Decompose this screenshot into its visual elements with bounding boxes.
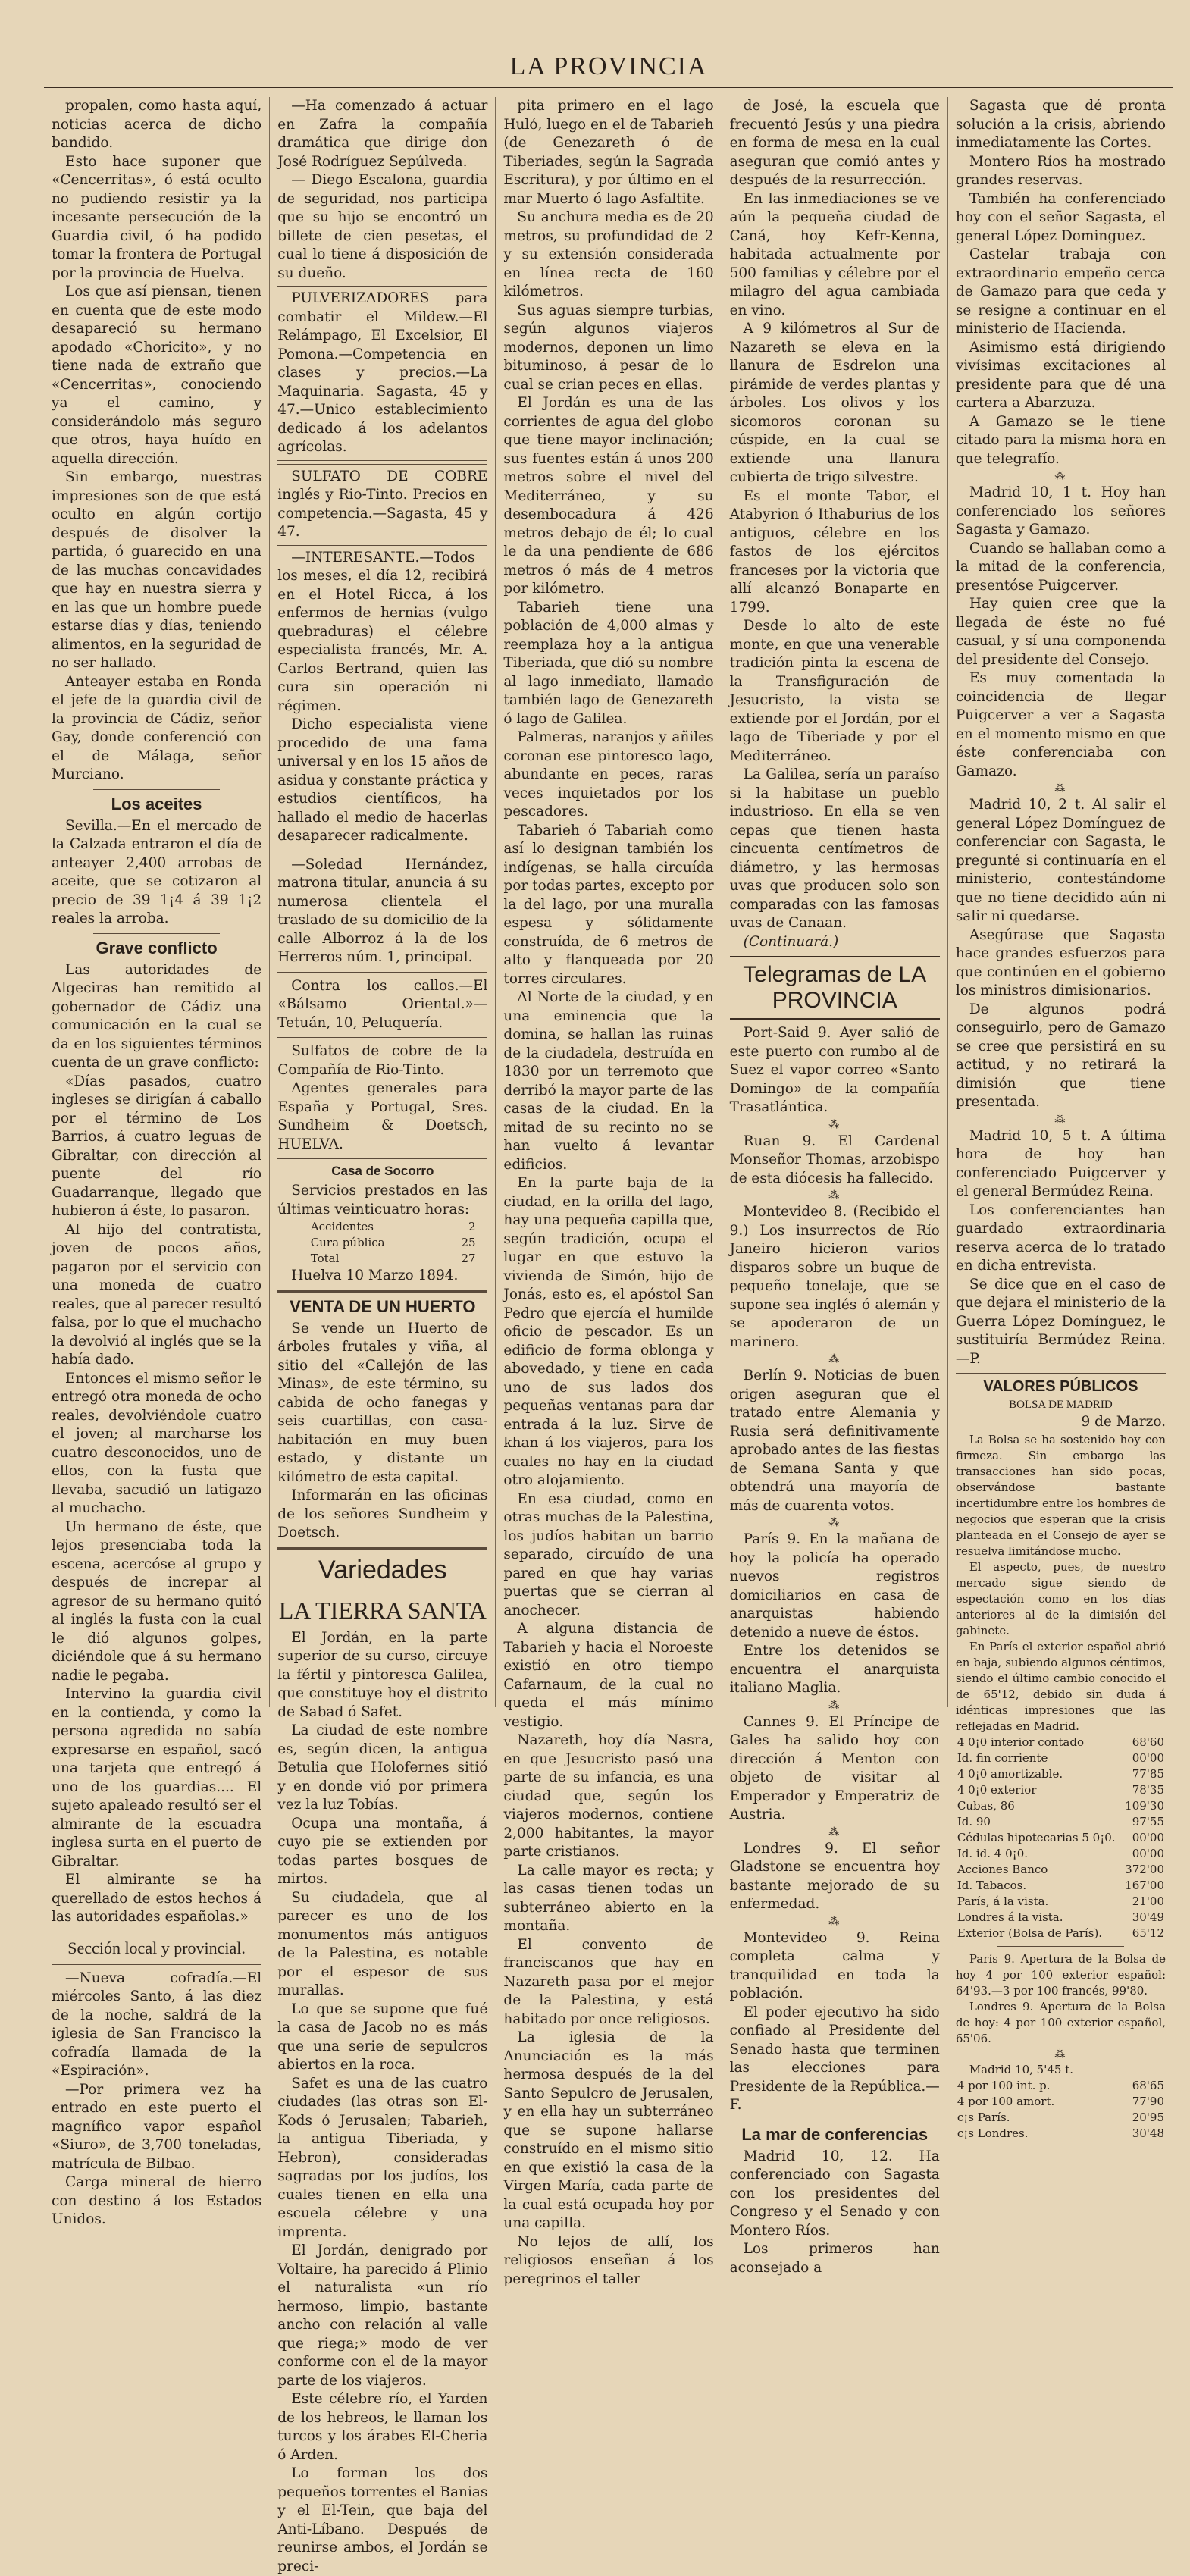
paragraph: Palmeras, naranjos y añiles coronan ese pintoresco lago, abundante en peces, raras veces inquietados por los pescadores.	[503, 729, 714, 819]
heading-aceites: Los aceites	[111, 794, 202, 813]
paragraph: Sevilla.—En el mercado de la Calzada entraron el día de anteayer 2,400 arrobas de aceite, que se cotizaron al precio de 39 1¡4 á 39 1¡2 reales la arroba.	[52, 817, 262, 926]
heading-mar-conferencias: La mar de conferencias	[741, 2124, 929, 2144]
heading-telegramas: Telegramas de LA PROVINCIA	[730, 956, 940, 1020]
table-row	[956, 1782, 1166, 1798]
huerto-text: Informarán en las oficinas de los señores Sundheim y Doetsch.	[277, 1487, 488, 1540]
rate-label: Cédulas hipotecarias 5 0¡0.	[957, 1830, 1116, 1844]
table-row	[956, 1878, 1166, 1894]
telegram: Port-Said 9. Ayer salió de este puerto con rumbo al de Suez el vapor correo «Santo Domingo» de la compañía Trasatlántica.	[729, 1025, 940, 1115]
table-row	[956, 2126, 1166, 2142]
paragraph: Tabarieh ó Tabariah como así lo designan también los indígenas, se halla circuída por todas partes, excepto por la del lago, por una muralla espesa y sólidamente construída, de 6 metros de alto y flanqueada por 20 torres circulares.	[503, 822, 714, 987]
rate-label: Exterior (Bolsa de París).	[957, 1926, 1103, 1940]
heading-conflicto: Grave conflicto	[96, 938, 218, 957]
telegram: Entre los detenidos se encuentra el anarquista italiano Maglia.	[729, 1643, 940, 1696]
paragraph: Este célebre río, el Yarden de los hebreos, le llaman los turcos y los árabes El-Cheria ó Arden.	[277, 2391, 488, 2463]
continuara: (Continuará.)	[743, 933, 839, 950]
table-row	[956, 2078, 1166, 2094]
paragraph: También ha conferenciado hoy con el señor Sagasta, el general López Dominguez.	[955, 190, 1167, 244]
paragraph: Es el monte Tabor, el Atabyrion ó Ithaburius de los antiguos, célebre en los fastos de los ejércitos franceses por la victoria que allí alcanzó Bonaparte en 1799.	[729, 487, 940, 616]
paragraph: El convento de franciscanos que hay en Nazareth pasa por el mejor de la Palestina, y está habitado por once religiosos.	[503, 1936, 714, 2027]
telegram: Montevideo 9. Reina completa calma y tranquilidad en toda la población.	[729, 1929, 940, 2001]
paragraph: Intervino la guardia civil en la contienda, y como la persona agredida no sabía expresarse en español, sacó una tarjeta que entregó á uno de los guardias.... El sujeto apaleado resultó ser el almirante de la escuadra inglesa surta en el puerto de Gibraltar.	[52, 1686, 262, 1869]
divider	[997, 1946, 1123, 1947]
divider	[277, 972, 487, 973]
paragraph: Al Norte de la ciudad, y en una eminencia que la domina, se hallan las ruinas de la ciudadela, destruída en 1830 por un terremoto que derribó la mayor parte de las casas de la ciudad. En la mitad de su recinto no se han vuelto á levantar edificios.	[503, 989, 714, 1173]
columns	[44, 97, 1173, 2574]
rate-value: 20'95	[1132, 2110, 1165, 2124]
huerto-text: Se vende un Huerto de árboles frutales y viña, al sitio del «Callejón de las Minas», de este término, su cabida de ocho fanegas y seis cuartillas, con casa-habitación en muy buen estado, y distante un kilómetro de esta capital.	[277, 1320, 488, 1485]
rate-label: Cubas, 86	[957, 1798, 1015, 1813]
paragraph: pita primero en el lago Huló, luego en el de Tabarieh (de Genezareth ó de Tiberiades, según la Sagrada Escritura), y por último en el mar Muerto ó lago Asfaltite.	[503, 98, 714, 207]
table-row	[956, 1750, 1166, 1766]
stars-divider: ⁂	[828, 1517, 841, 1529]
paragraph: La ciudad de este nombre es, según dicen, la antigua Betulia que Holofernes sitió y en donde vió por primera vez la luz Tobías.	[277, 1722, 488, 1813]
divider	[277, 1290, 487, 1293]
paragraph: Cuando se hallaban como a la mitad de la conferencia, presentóse Puigcerver.	[955, 540, 1167, 594]
table-row	[956, 1830, 1166, 1846]
rates-table	[956, 1735, 1166, 1941]
table-row	[956, 1846, 1166, 1862]
paragraph: Asegúrase que Sagasta hace grandes esfuerzos para que continúen en el gobierno los ministros dimisionarios.	[955, 926, 1167, 998]
paragraph: La calle mayor es recta; y las casas tienen todas un subterráneo abierto en la montaña.	[503, 1862, 714, 1934]
rate-label: 4 por 100 int. p.	[957, 2078, 1051, 2092]
paragraph: Al hijo del contratista, joven de pocos años, pagaron por el servicio con una moneda de cuatro reales, que al parecer resultó falsa, por lo que el muchacho la devolvió al inglés que se la había dado.	[52, 1221, 262, 1368]
paragraph: El almirante se ha querellado de estos hechos á las autoridades españolas.»	[52, 1872, 262, 1925]
paragraph: Su anchura media es de 20 metros, su profundidad de 2 y su extensión considerada en línea recta de 160 kilómetros.	[503, 209, 714, 299]
paragraph: Madrid 10, 5 t. A última hora de hoy han conferenciado Puigcerver y el general Bermúdez Reina.	[955, 1127, 1167, 1199]
paragraph: Su ciudadela, que al parecer es uno de los monumentos más antiguos de la Palestina, es notable por el espesor de sus murallas.	[277, 1889, 488, 1998]
rate-value: 68'65	[1132, 2078, 1165, 2092]
paragraph: Ocupa una montaña, á cuyo pie se extienden por todas partes bosques de mirtos.	[277, 1815, 488, 1887]
telegram: Ruan 9. El Cardenal Monseñor Thomas, arzobispo de esta diócesis ha fallecido.	[729, 1133, 940, 1186]
paragraph: Se dice que en el caso de que dejara el ministerio de la Guerra López Domínguez, le sustituiría Bermúdez Reina.—P.	[955, 1276, 1167, 1367]
paragraph: —Por primera vez ha entrado en este puerto el magnífico vapor español «Siuro», de 3,700 toneladas, matrícula de Bilbao.	[52, 2081, 262, 2172]
telegram: Montevideo 8. (Recibido el 9.) Los insurrectos de Río Janeiro hicieron varios disparos sobre un buque de pequeño tonelaje, que se supone sea inglés ó alemán y se apoderaron de un marinero.	[729, 1204, 940, 1350]
column-3	[496, 97, 722, 2287]
heading-bolsa: BOLSA DE MADRID	[1009, 1399, 1113, 1411]
paragraph: Entonces el mismo señor le entregó otra moneda de ocho reales, devolviéndole cuatro el joven; al marcharse los cuatro desconocidos, uno de ellos, con la fusta que llevaba, sacudió un latigazo al muchacho.	[52, 1370, 262, 1516]
table-row	[956, 1862, 1166, 1878]
paragraph: Londres 9. Apertura de la Bolsa de hoy: 4 por 100 exterior español, 65'06.	[955, 1999, 1167, 2045]
paragraph: Lo forman los dos pequeños torrentes el Banias y el El-Tein, que baja del Anti-Líbano. Después de reunirse ambos, el Jordán se preci-	[277, 2465, 488, 2574]
rate-value: 77'85	[1132, 1766, 1165, 1781]
ad-text: Dicho especialista viene procedido de una fama universal y en los 15 años de asidua y constante práctica y estudios científicos, ha hallado el medio de hacerlas desaparecer radicalmente.	[277, 716, 488, 844]
table-row	[956, 1926, 1166, 1941]
paragraph: Hay quien cree que la llegada de éste no fué casual, y sí una componenda del presidente del Consejo.	[955, 596, 1167, 668]
stars-divider: ⁂	[828, 1189, 841, 1202]
paragraph: Sus aguas siempre turbias, según algunos viajeros modernos, deponen un limo bituminoso, á pesar de lo cual se crian peces en ellas.	[503, 302, 714, 393]
ad-sulfato	[277, 464, 487, 546]
paragraph: Esto hace suponer que «Cencerritas», ó está oculto no pudiendo resistir ya la incesante persecución de la Guardia civil, ó ha podido tomar la frontera de Portugal por la provincia de Huelva.	[52, 153, 262, 281]
table-row	[956, 1798, 1166, 1814]
rate-label: Id. fin corriente	[957, 1750, 1048, 1765]
paragraph: El aspecto, pues, de nuestro mercado sigue siendo de espectación como en los días anteriores al de la dimisión del gabinete.	[955, 1559, 1167, 1637]
socorro-intro: Servicios prestados en las últimas veinticuatro horas:	[277, 1183, 488, 1217]
paragraph: Madrid 10, 1 t. Hoy han conferenciado los señores Sagasta y Gamazo.	[955, 484, 1167, 537]
paragraph: El Jordán, denigrado por Voltaire, ha parecido á Plinio el naturalista «un río hermoso, limpio, bastante ancho con relación al valle que riega;» modo de ver conforme con el de la mayor parte de los viajeros.	[277, 2242, 488, 2389]
paragraph: Las autoridades de Algeciras han remitido al gobernador de Cádiz una comunicación en la cual se da en los siguientes términos cuenta de un grave conflicto:	[52, 961, 262, 1070]
table-row	[956, 1735, 1166, 1750]
telegram: Cannes 9. El Príncipe de Gales ha salido hoy con dirección á Menton con objeto de visitar al Emperador y Emperatriz de Austria.	[729, 1713, 940, 1822]
divider	[277, 1158, 487, 1159]
table-row	[956, 1894, 1166, 1910]
market-notes	[956, 1951, 1166, 2078]
paragraph: A alguna distancia de Tabarieh y hacia el Noroeste existió en otro tiempo Cafarnaum, de la cual no queda el más mínimo vestigio.	[503, 1621, 714, 1730]
rate-value: 30'49	[1132, 1910, 1165, 1924]
paragraph: A Gamazo se le tiene citado para la misma hora en que telegrafío.	[955, 413, 1167, 467]
rate-label: 4 0¡0 amortizable.	[957, 1766, 1063, 1781]
column-5	[948, 97, 1173, 2140]
column-2	[270, 97, 496, 2574]
ad-pulverizadores	[277, 286, 487, 461]
paragraph: Asimismo está dirigiendo vivísimas excitaciones al presidente para que dé una cartera a Abarzuza.	[955, 339, 1167, 411]
paragraph: Un hermano de éste, que lejos presenciaba toda la escena, acercóse al grupo y después de increpar al agresor de su hermano quitó al inglés la fusta con la cual le dió algunos golpes, diciéndole que á su hermano nadie le pegaba.	[52, 1518, 262, 1684]
rate-value: 78'35	[1132, 1782, 1165, 1797]
telegram: El poder ejecutivo ha sido confiado al Presidente del Senado hasta que terminen las elecciones para Presidente de la República.—F.	[729, 2004, 940, 2113]
heading-variedades: Variedades	[318, 1555, 447, 1584]
rate-label: Londres á la vista.	[957, 1910, 1063, 1924]
paragraph: En las inmediaciones se ve aún la pequeña ciudad de Caná, hoy Kefr-Kenna, habitada actualmente por 500 familias y célebre por el milagro del agua cambiada en vino.	[729, 190, 940, 318]
stars-divider: ⁂	[1054, 782, 1067, 794]
rates-table-madrid	[956, 2078, 1166, 2142]
rate-value: 68'60	[1132, 1735, 1165, 1749]
divider	[277, 1547, 487, 1550]
rate-value: 21'00	[1132, 1894, 1165, 1908]
paragraph: — Diego Escalona, guardia de seguridad, nos participa que su hijo se encontró un billete de cien pesetas, el cual lo tiene á disposición de su dueño.	[277, 172, 488, 281]
paragraph: El Jordán, en la parte superior de su curso, circuye la fértil y pintoresca Galilea, que constituye hoy el distrito de Sabad ó Safet.	[277, 1629, 488, 1720]
socorro-date: Huelva 10 Marzo 1894.	[291, 1268, 459, 1283]
heading-local: Sección local y provincial.	[67, 1938, 246, 1957]
stars-divider: ⁂	[828, 1915, 841, 1928]
paragraph: Es muy comentada la coincidencia de llegar Puigcerver a ver a Sagasta en el momento mismo en que éste conferenciaba con Gamazo.	[955, 670, 1167, 779]
paragraph: Anteayer estaba en Ronda el jefe de la guardia civil de la provincia de Cádiz, señor Gay, donde conferenció con el de Málaga, señor Murciano.	[52, 673, 262, 782]
table-row	[956, 1910, 1166, 1926]
paragraph: Tabarieh tiene una población de 4,000 almas y reemplaza hoy a la antigua Tiberiada, que dió su nombre al lago inmediato, llamado también lago de Genezareth ó lago de Galilea.	[503, 599, 714, 727]
rate-label: Acciones Banco	[957, 1862, 1048, 1876]
paragraph: Desde lo alto de este monte, en que una venerable tradición pinta la escena de la Transfiguración de Jesucristo, la vista se extiende por el Jordán, por el lago de Tiberiade y por el Mediterráneo.	[729, 618, 940, 764]
divider	[52, 1964, 261, 1965]
table-row	[956, 2094, 1166, 2110]
paragraph: Madrid 10, 12. Ha conferenciado con Sagasta con los presidentes del Congreso y el Senado y con Montero Ríos.	[729, 2148, 940, 2239]
heading-socorro: Casa de Socorro	[331, 1164, 434, 1178]
paragraph: Carga mineral de hierro con destino á los Estados Unidos.	[52, 2174, 262, 2227]
table-row: Accidentes 2	[310, 1220, 476, 1233]
divider	[93, 789, 219, 790]
paragraph: —Nueva cofradía.—El miércoles Santo, á las diez de la noche, saldrá de la iglesia de San Francisco la cofradía llamada de la «Espiración».	[52, 1970, 262, 2079]
stars-divider: ⁂	[1054, 470, 1067, 482]
rate-value: 109'30	[1125, 1798, 1165, 1813]
paragraph: Los primeros han aconsejado a	[729, 2241, 940, 2276]
paragraph: Montero Ríos ha mostrado grandes reservas.	[955, 153, 1167, 188]
rate-value: 30'48	[1132, 2126, 1165, 2140]
masthead: LA PROVINCIA	[509, 52, 708, 80]
stars-divider: ⁂	[828, 1825, 841, 1838]
heading-huerto: VENTA DE UN HUERTO	[290, 1296, 476, 1316]
rate-label: París, á la vista.	[957, 1894, 1049, 1908]
paragraph: Madrid 10, 5'45 t.	[969, 2062, 1073, 2076]
masthead-rule	[44, 87, 1173, 89]
ad-text: Contra los callos.—El «Bálsamo Oriental.»—Tetuán, 10, Peluquería.	[277, 977, 488, 1031]
ad-text: —Soledad Hernández, matrona titular, anuncia á su numerosa clientela el traslado de su domicilio de la calle Alborroz á la de los Herreros núm. 1, principal.	[277, 856, 488, 965]
heading-tierra-santa: LA TIERRA SANTA	[278, 1596, 487, 1624]
paragraph: París 9. Apertura de la Bolsa de hoy 4 por 100 exterior español: 64'93.—3 por 100 francés, 99'80.	[955, 1951, 1167, 1998]
ad-text: Agentes generales para España y Portugal, Sres. Sundheim & Doetsch, HUELVA.	[277, 1080, 488, 1152]
paragraph: Safet es una de las cuatro ciudades (las otras son El-Kods ó Jerusalen; Tabarieh, la antigua Tiberiada, y Hebron), consideradas sagradas por los judíos, los cuales tienen en ella una escuela célebre y una imprenta.	[277, 2075, 488, 2240]
paragraph: El Jordán es una de las corrientes de agua del globo que tiene mayor inclinación; sus fuentes están á unos 200 metros sobre el nivel del Mediterráneo, y su desembocadura á 426 metros debajo de él; lo cual le da una pendiente de 686 metros ó más de 4 metros por kilómetro.	[503, 395, 714, 597]
rate-value: 372'00	[1125, 1862, 1165, 1876]
rate-label: 4 0¡0 interior contado	[957, 1735, 1085, 1749]
paragraph: Los conferenciantes han guardado extraordinaria reserva acerca de lo tratado en dicha entrevista.	[955, 1202, 1167, 1274]
bolsa-date: 9 de Marzo.	[1081, 1414, 1167, 1430]
stars-divider: ⁂	[828, 1353, 841, 1365]
table-row: Cura pública 25	[310, 1236, 476, 1249]
paragraph: A 9 kilómetros al Sur de Nazareth se eleva en la llanura de Esdrelon una pirámide de verdes plantas y árboles. Los olivos y los sicomoros coronan su cúspide, en la cual se extiende una llanura cubierta de trigo silvestre.	[729, 321, 940, 485]
table-row: Total 27	[310, 1252, 476, 1265]
ad-text: PULVERIZADORES para combatir el Mildew.—El Relámpago, El Excelsior, El Pomona.—Competencia en clases y precios.—La Maquinaria. Sagasta, 45 y 47.—Unico establecimiento dedicado á los adelantos agrícolas.	[277, 290, 488, 455]
telegram: París 9. En la mañana de hoy la policía ha operado nuevos registros domiciliarios en casa de anarquistas habiendo detenido a nueve de éstos.	[729, 1531, 940, 1641]
paragraph: propalen, como hasta aquí, noticias acerca de dicho bandido.	[52, 98, 262, 151]
paragraph: —Ha comenzado á actuar en Zafra la compañía dramática que dirige don José Rodríguez Sepúlveda.	[277, 98, 488, 170]
paragraph: «Días pasados, cuatro ingleses se dirigían á caballo por el término de Los Barrios, á cuatro leguas de Gibraltar, con dirección al puente del río Guadarranque, llegado que hubieron á éste, lo pasaron.	[52, 1073, 262, 1219]
paragraph: de José, la escuela que frecuentó Jesús y una piedra en forma de mesa en la cual aseguran que comió antes y después de la resurrección.	[729, 98, 940, 188]
paragraph: De algunos podrá conseguirlo, pero de Gamazo se cree que persistirá en su actitud, y no retirará la dimisión que tiene presentada.	[955, 1001, 1167, 1110]
rate-value: 00'00	[1132, 1830, 1165, 1844]
paragraph: Los que así piensan, tienen en cuenta que de este modo desapareció su hermano apodado «Choricito», y no tiene nada de extraño que «Cencerritas», conociendo ya el camino, y considerándolo más seguro que otros, haya huído en aquella dirección.	[52, 284, 262, 467]
ad-text: —INTERESANTE.—Todos los meses, el día 12, recibirá en el Hotel Ricca, á los enfermos de hernias (vulgo quebraduras) el célebre especialista francés, Mr. A. Carlos Bertrand, quien las cura sin operación ni régimen.	[277, 549, 488, 714]
paragraph: Sagasta que dé pronta solución a la crisis, abriendo inmediatamente las Cortes.	[955, 98, 1167, 151]
paragraph: Madrid 10, 2 t. Al salir el general López Domínguez de conferenciar con Sagasta, le pregunté si continuaría en el ministerio, contestándome que no tiene decidido aún ni salir ni quedarse.	[955, 797, 1167, 924]
rate-label: c¡s Londres.	[957, 2126, 1029, 2140]
rate-value: 00'00	[1132, 1750, 1165, 1765]
column-4	[722, 97, 948, 2276]
paragraph: En París el exterior español abrió en baja, subiendo algunos céntimos, siendo el último cambio conocido el de 65'12, debido sin duda á idénticas impresiones que las reflejadas en Madrid.	[955, 1639, 1167, 1733]
divider	[93, 933, 219, 934]
table-row	[956, 1766, 1166, 1782]
stars-divider: ⁂	[828, 1699, 841, 1712]
paragraph: Castelar trabaja con extraordinario empeño cerca de Gamazo para que ceda y se resigne a continuar en el ministerio de Hacienda.	[955, 246, 1167, 337]
paragraph: Nazareth, hoy día Nasra, en que Jesucristo pasó una parte de su infancia, es una ciudad que, según los viajeros modernos, contiene 2,000 habitantes, la mayor parte cristianos.	[503, 1732, 714, 1860]
stars-divider: ⁂	[1054, 1113, 1067, 1126]
rate-value: 97'55	[1132, 1814, 1165, 1829]
paragraph: En la parte baja de la ciudad, en la orilla del lago, hay una pequeña capilla que, según tradición, ocupa el lugar en que estuvo la vivienda de Simón, hijo de Jonás, esto es, el apóstol San Pedro que ejercía el humilde oficio de pescador. Es un edificio de forma oblonga y abovedado, y tiene en cada uno de sus lados dos pequeñas ventanas para dar entrada á la luz. Sirve de khan á los viajeros, para los cuales no hay en la ciudad otro alojamiento.	[503, 1175, 714, 1488]
telegram: Berlín 9. Noticias de buen origen aseguran que el tratado entre Alemania y Rusia será definitivamente aprobado antes de las fiestas de Semana Santa y que obtendrá una mayoría de más de cuarenta votos.	[729, 1368, 940, 1514]
paragraph: En esa ciudad, como en otras muchas de la Palestina, los judíos habitan un barrio separado, circuído de una pared en que hay varias puertas que se cierran al anochecer.	[503, 1490, 714, 1619]
stars-divider: ⁂	[828, 1118, 841, 1131]
rate-label: Id. Tabacos.	[957, 1878, 1027, 1892]
paragraph: La Bolsa se ha sostenido hoy con firmeza. Sin embargo las transacciones han sido pocas, observándose bastante incertidumbre entre los hombres de negocios que esperan que la crisis planteada en el Consejo de ayer se resuelva limitándose mucho.	[955, 1432, 1167, 1558]
column-1	[44, 97, 270, 2227]
table-row	[956, 2110, 1166, 2126]
heading-valores: VALORES PÚBLICOS	[983, 1378, 1138, 1395]
rate-value: 65'12	[1132, 1926, 1165, 1940]
paragraph: Lo que se supone que fué la casa de Jacob no es más que una serie de sepulcros abiertos en la roca.	[277, 2001, 488, 2073]
paragraph: La iglesia de la Anunciación es la más hermosa después de la del Santo Sepulcro de Jerusalen, y en ella hay un subterráneo que se supone hallarse construído en el mismo sitio en que existió la casa de la Virgen María, cada parte de la cual está ocupada hoy por una capilla.	[503, 2029, 714, 2231]
socorro-table	[309, 1219, 478, 1267]
paragraph: No lejos de allí, los religiosos enseñan á los peregrinos el taller	[503, 2233, 714, 2287]
rate-value: 77'90	[1132, 2094, 1165, 2108]
divider	[956, 1373, 1166, 1374]
telegram: Londres 9. El señor Gladstone se encuentra hoy bastante mejorado de su enfermedad.	[729, 1840, 940, 1912]
rate-label: Id. id. 4 0¡0.	[957, 1846, 1029, 1860]
rate-label: 4 por 100 amort.	[957, 2094, 1055, 2108]
rate-label: 4 0¡0 exterior	[957, 1782, 1037, 1797]
rate-value: 167'00	[1125, 1878, 1165, 1892]
ad-text: SULFATO DE COBRE inglés y Rio-Tinto. Precios en competencia.—Sagasta, 45 y 47.	[277, 468, 488, 540]
paragraph: Sin embargo, nuestras impresiones son de que está oculto en algún cortijo después de disolver la partida, ó guarecido en una de las muchas concavidades que hay en nuestra sierra y en las que un hombre puede estarse días y días, teniendo alimentos, en la seguridad de no ser hallado.	[52, 469, 262, 671]
divider	[277, 1037, 487, 1038]
rate-label: Id. 90	[957, 1814, 991, 1829]
table-row	[956, 1814, 1166, 1830]
stars-divider: ⁂	[1054, 2048, 1067, 2060]
ad-text: Sulfatos de cobre de la Compañía de Rio-Tinto.	[277, 1043, 488, 1078]
market-report	[956, 1432, 1166, 1735]
rate-label: c¡s París.	[957, 2110, 1010, 2124]
rate-value: 00'00	[1132, 1846, 1165, 1860]
paragraph: La Galilea, sería un paraíso si la habitase un pueblo industrioso. En ella se ven cepas que tienen hasta cincuenta centímetros de diámetro, y las hermosas uvas que producen solo son comparadas con las famosas uvas de Canaan.	[729, 766, 940, 931]
